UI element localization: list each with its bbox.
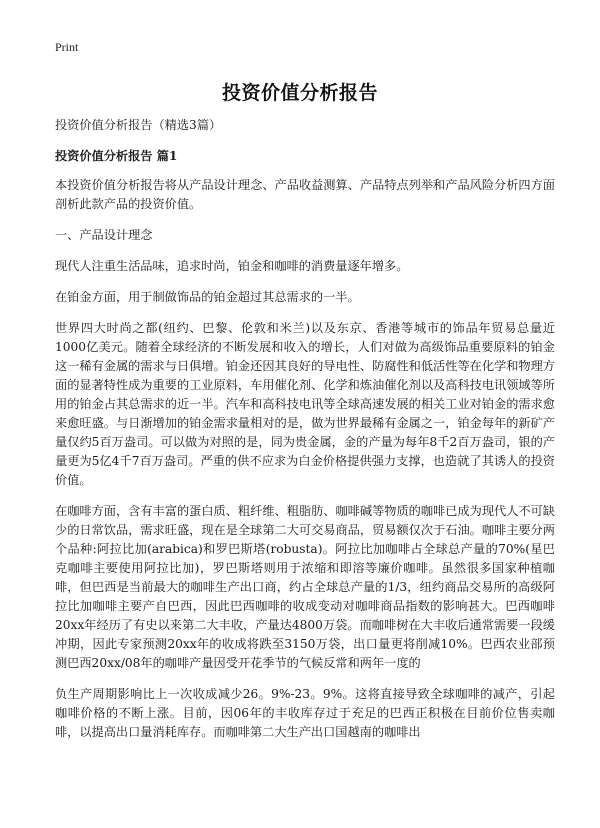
paragraph-intro: 本投资价值分析报告将从产品设计理念、产品收益测算、产品特点列举和产品风险分析四方面剖析此款产品的投资价值。 xyxy=(55,178,555,211)
paragraph-coffee-detail: 在咖啡方面，含有丰富的蛋白质、粗纤维、粗脂肪、咖啡碱等物质的咖啡已成为现代人不可缺少的日常饮品，需求旺盛，现在是全球第二大可交易商品，贸易额仅次于石油。咖啡主要分两个品种:阿拉比加(arabica)和罗巴斯塔(robusta)。阿拉比加咖啡占全球总产量的70%(星巴克咖啡主要使用阿拉比加)，罗巴斯塔则用于浓缩和即溶等廉价咖啡。虽然很多国家种植咖啡，但巴西是当前最大的咖啡生产出口商，约占全球总产量的1/3，纽约商品交易所的高级阿拉比加咖啡主要产自巴西，因此巴西咖啡的收成变动对咖啡商品指数的影响甚大。巴西咖啡20xx年经历了有史以来第二大丰收，产量达4800万袋。而咖啡树在大丰收后通常需要一段缓冲期，因此专家预测20xx年的收成将跌至3150万袋，出口量更将削减10%。巴西农业部预测巴西20xx/08年的咖啡产量因受开花季节的气候反常和两年一度的 xyxy=(55,504,555,670)
print-label[interactable]: Print xyxy=(55,40,79,54)
document-subtitle: 投资价值分析报告（精选3篇） xyxy=(55,118,222,132)
document-title: 投资价值分析报告 xyxy=(221,82,378,104)
section-heading: 投资价值分析报告 篇1 xyxy=(55,149,178,163)
paragraph-platinum-intro: 在铂金方面，用于制做饰品的铂金超过其总需求的一半。 xyxy=(55,290,360,304)
paragraph-platinum-detail: 世界四大时尚之都(纽约、巴黎、伦敦和米兰)以及东京、香港等城市的饰品年贸易总量近1000亿美元。随着全球经济的不断发展和收入的增长，人们对做为高级饰品重要原料的铂金这一稀有金属的需求与日俱增。铂金还因其良好的导电性、防腐性和低活性等在化学和物理方面的显著特性成为重要的工业原料，车用催化剂、化学和炼油催化剂以及高科技电讯领域等所用的铂金占其总需求的近一半。汽车和高科技电讯等全球高速发展的相关工业对铂金的需求愈来愈旺盛。与日渐增加的铂金需求量相对的是，做为世界最稀有金属之一，铂金每年的新矿产量仅约5百万盎司。可以做为对照的是，同为贵金属，金的产量为每年8千2百万盎司，银的产量更为5亿4千7百万盎司。严重的供不应求为白金价格提供强力支撑，也造就了其诱人的投资价值。 xyxy=(55,321,555,487)
paragraph-heading-design: 一、产品设计理念 xyxy=(55,228,153,242)
paragraph-consumption: 现代人注重生活品味，追求时尚，铂金和咖啡的消费量逐年增多。 xyxy=(55,259,409,273)
paragraph-coffee-continued: 负生产周期影响比上一次收成减少26。9%-23。9%。这将直接导致全球咖啡的减产，引起咖啡价格的不断上涨。目前，因06年的丰收库存过于充足的巴西正积极在目前价位售卖咖啡，以提高出口量消耗库存。而咖啡第二大生产出口国越南的咖啡出 xyxy=(55,687,555,739)
document-body xyxy=(55,116,555,742)
